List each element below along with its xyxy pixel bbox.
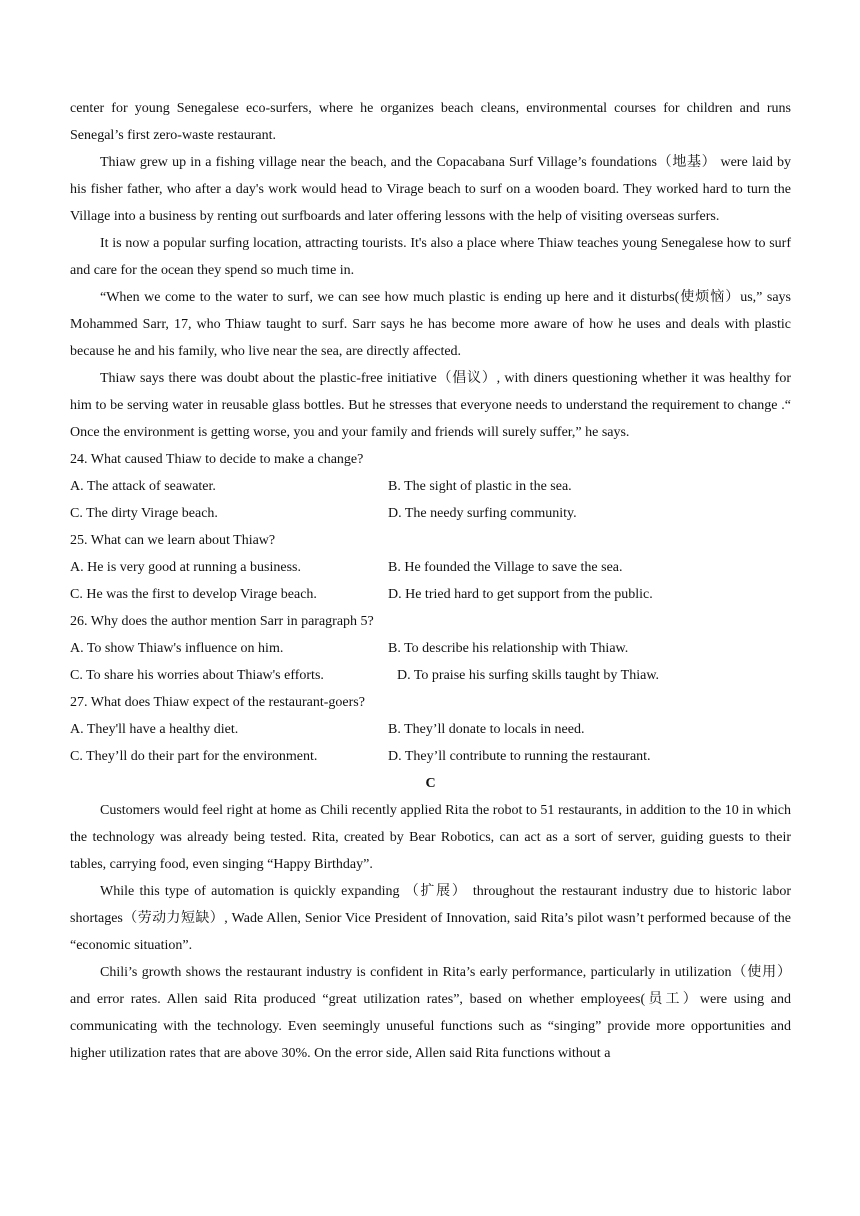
options-row — [70, 743, 791, 770]
option-c: C. They’ll do their part for the environment. — [70, 749, 318, 764]
passage-b-paragraph-1-continued: center for young Senegalese eco-surfers, where he organizes beach cleans, environmental courses for children and runs Senegal’s first zero-waste restaurant. — [70, 101, 791, 143]
option-d: D. He tried hard to get support from the public. — [388, 587, 653, 602]
option-a: A. To show Thiaw's influence on him. — [70, 641, 284, 656]
section-heading-c: C — [425, 776, 436, 791]
option-a: A. The attack of seawater. — [70, 479, 216, 494]
passage-b-paragraph-2: Thiaw grew up in a fishing village near the beach, and the Copacabana Surf Village’s foundations（地基） were laid by his fisher father, who after a day's work would head to Virage beach to surf on a wooden board. They worked hard to turn the Village into a business by renting out surfboards and later offering lessons with the help of visiting overseas surfers. — [70, 155, 791, 224]
option-d: D. The needy surfing community. — [388, 506, 577, 521]
option-b: B. The sight of plastic in the sea. — [388, 479, 572, 494]
question-stem: 25. What can we learn about Thiaw? — [70, 533, 276, 548]
option-a: A. He is very good at running a business. — [70, 560, 301, 575]
passage-b-paragraph-3: It is now a popular surfing location, attracting tourists. It's also a place where Thiaw teaches young Senegalese how to surf and care for the ocean they spend so much time in. — [70, 236, 791, 278]
question-25 — [70, 527, 791, 608]
question-24 — [70, 446, 791, 527]
question-stem: 27. What does Thiaw expect of the restaurant-goers? — [70, 695, 365, 710]
question-stem: 24. What caused Thiaw to decide to make a change? — [70, 452, 364, 467]
options-row — [70, 635, 791, 662]
options-row — [70, 473, 791, 500]
question-27 — [70, 689, 791, 770]
option-b: B. They’ll donate to locals in need. — [388, 722, 585, 737]
option-d: D. They’ll contribute to running the restaurant. — [388, 749, 651, 764]
options-row — [70, 581, 791, 608]
passage-c-paragraph-1: Customers would feel right at home as Chili recently applied Rita the robot to 51 restaurants, in addition to the 10 in which the technology was already being tested. Rita, created by Bear Robotics, can act as a sort of server, guiding guests to their tables, carrying food, even singing “Happy Birthday”. — [70, 803, 791, 872]
options-row — [70, 554, 791, 581]
options-row — [70, 662, 791, 689]
option-b: B. To describe his relationship with Thiaw. — [388, 641, 629, 656]
passage-c-paragraph-2: While this type of automation is quickly expanding （扩展） throughout the restaurant industry due to historic labor shortages（劳动力短缺）, Wade Allen, Senior Vice President of Innovation, said Rita’s pilot wasn’t performed because of the “economic situation”. — [70, 884, 791, 953]
option-d: D. To praise his surfing skills taught by Thiaw. — [397, 668, 660, 683]
option-a: A. They'll have a healthy diet. — [70, 722, 239, 737]
question-stem: 26. Why does the author mention Sarr in paragraph 5? — [70, 614, 374, 629]
passage-b-paragraph-5: Thiaw says there was doubt about the plastic-free initiative（倡议）, with diners questioning whether it was healthy for him to be serving water in reusable glass bottles. But he stresses that everyone needs to understand the requirement to change .“ Once the environment is getting worse, you and your family and friends will surely suffer,” he says. — [70, 371, 791, 440]
option-b: B. He founded the Village to save the sea. — [388, 560, 623, 575]
option-c: C. He was the first to develop Virage beach. — [70, 587, 317, 602]
passage-c-paragraph-3: Chili’s growth shows the restaurant industry is confident in Rita’s early performance, particularly in utilization（使用）and error rates. Allen said Rita produced “great utilization rates”, based on whether employees(员工）were using and communicating with the technology. Even seemingly unuseful functions such as “singing” provide more opportunities and higher utilization rates that are above 30%. On the error side, Allen said Rita functions without a — [70, 965, 791, 1061]
options-row — [70, 716, 791, 743]
options-row — [70, 500, 791, 527]
option-c: C. The dirty Virage beach. — [70, 506, 218, 521]
question-26 — [70, 608, 791, 689]
option-c: C. To share his worries about Thiaw's efforts. — [70, 668, 324, 683]
passage-b-paragraph-4: “When we come to the water to surf, we can see how much plastic is ending up here and it disturbs(使烦恼）us,” says Mohammed Sarr, 17, who Thiaw taught to surf. Sarr says he has become more aware of how he uses and deals with plastic because he and his family, who live near the sea, are directly affected. — [70, 290, 791, 359]
document-page — [70, 95, 791, 1067]
